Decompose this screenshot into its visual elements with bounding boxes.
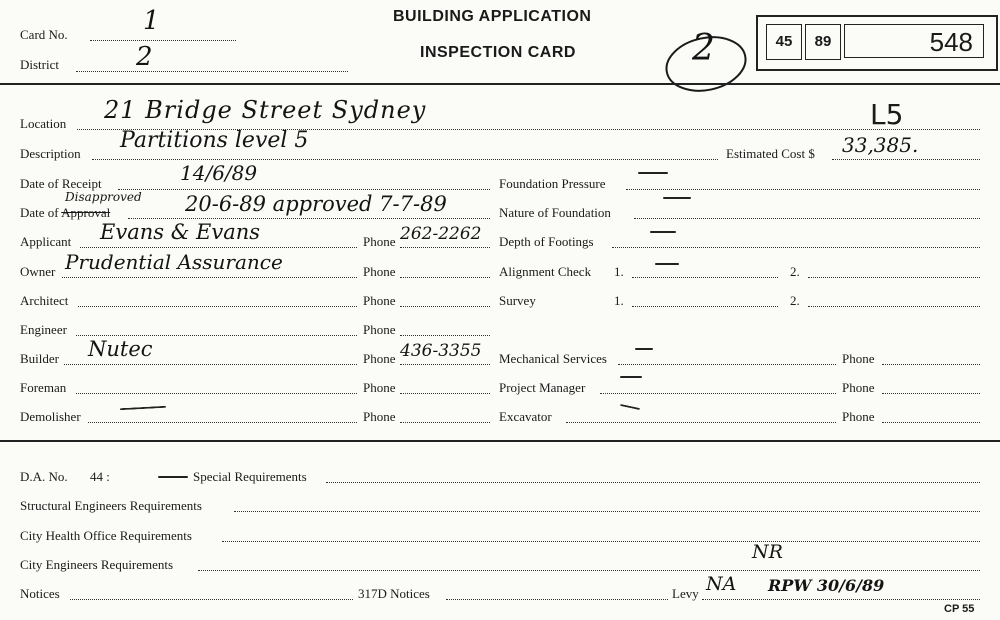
architect-phone-label: Phone <box>363 293 396 308</box>
architect-phone-line <box>400 306 490 307</box>
alignment-check-dash <box>655 263 679 265</box>
builder-value[interactable]: Nutec <box>88 337 153 361</box>
district-label: District <box>20 57 59 72</box>
survey-num2: 2. <box>790 293 800 308</box>
district-line <box>76 71 348 72</box>
description-line <box>92 159 718 160</box>
date-of-approval-value[interactable]: 20-6-89 approved 7-7-89 <box>185 192 447 216</box>
alignment-check-num1: 1. <box>614 264 624 279</box>
foundation-pressure-line <box>626 189 980 190</box>
project-manager-label: Project Manager <box>499 380 586 395</box>
engineer-line <box>76 335 357 336</box>
excavator-line <box>566 422 836 423</box>
card-no-value[interactable]: 1 <box>143 6 160 36</box>
foreman-label: Foreman <box>20 380 67 395</box>
project-manager-dash <box>620 376 642 378</box>
levy-label: Levy <box>672 586 699 601</box>
date-of-approval-label <box>20 205 110 221</box>
nature-of-foundation-dash <box>663 197 691 199</box>
notices-317d-label: 317D Notices <box>358 586 430 601</box>
notices-317d-line <box>446 599 668 600</box>
city-health-line <box>222 541 980 542</box>
project-manager-line <box>600 393 836 394</box>
mechanical-services-phone-line <box>882 364 980 365</box>
city-engineers-label: City Engineers Requirements <box>20 557 174 572</box>
notices-line <box>70 599 353 600</box>
card-no-label: Card No. <box>20 27 68 42</box>
depth-of-footings-line <box>612 247 980 248</box>
estimated-cost-label: Estimated Cost $ <box>726 146 815 161</box>
date-of-receipt-line <box>118 189 490 190</box>
depth-of-footings-dash <box>650 231 676 233</box>
applicant-value[interactable]: Evans & Evans <box>100 220 261 244</box>
applicant-label: Applicant <box>20 234 72 249</box>
mechanical-services-label: Mechanical Services <box>499 351 607 366</box>
applicant-line <box>80 247 357 248</box>
alignment-check-num2: 2. <box>790 264 800 279</box>
builder-phone-value[interactable]: 436-3355 <box>400 341 482 361</box>
owner-phone-line <box>400 277 490 278</box>
nature-of-foundation-line <box>634 218 980 219</box>
engineer-phone-line <box>400 335 490 336</box>
owner-line <box>62 277 357 278</box>
mechanical-services-phone-label: Phone <box>842 351 875 366</box>
project-manager-phone-label: Phone <box>842 380 875 395</box>
foreman-phone-label: Phone <box>363 380 396 395</box>
section-rule <box>0 440 1000 442</box>
estimated-cost-value[interactable]: 33,385. <box>842 133 919 157</box>
owner-label: Owner <box>20 264 56 279</box>
foundation-pressure-label: Foundation Pressure <box>499 176 606 191</box>
applicant-phone-value[interactable]: 262-2262 <box>400 224 482 244</box>
title-line-1: BUILDING APPLICATION <box>393 8 592 25</box>
city-health-label: City Health Office Requirements <box>20 528 192 543</box>
description-label: Description <box>20 146 81 161</box>
applicant-phone-line <box>400 247 490 248</box>
architect-label: Architect <box>20 293 69 308</box>
structural-engineers-line <box>234 511 980 512</box>
demolisher-dash <box>120 406 166 410</box>
excavator-label: Excavator <box>499 409 552 424</box>
number-box <box>756 15 998 71</box>
demolisher-phone-line <box>400 422 490 423</box>
mechanical-services-line <box>618 364 836 365</box>
footer-code: CP 55 <box>944 603 975 615</box>
foreman-line <box>76 393 357 394</box>
foreman-phone-line <box>400 393 490 394</box>
box-a: 45 <box>766 24 802 60</box>
location-label: Location <box>20 116 67 131</box>
levy-value[interactable]: NA <box>706 573 737 595</box>
disapproved-correction: Disapproved <box>65 190 142 204</box>
demolisher-line <box>88 422 357 423</box>
applicant-phone-label: Phone <box>363 234 396 249</box>
survey-label: Survey <box>499 293 536 308</box>
box-number: 548 <box>844 24 984 58</box>
special-requirements-line <box>326 482 980 483</box>
header-rule <box>0 83 1000 85</box>
levy-note: RPW 30/6/89 <box>768 576 885 595</box>
alignment-check-label: Alignment Check <box>499 264 592 279</box>
card-no-line <box>90 40 236 41</box>
excavator-phone-label: Phone <box>842 409 875 424</box>
alignment-check-line-2 <box>808 277 980 278</box>
owner-phone-label: Phone <box>363 264 396 279</box>
owner-value[interactable]: Prudential Assurance <box>65 250 283 274</box>
builder-label: Builder <box>20 351 59 366</box>
date-of-approval-line <box>128 218 490 219</box>
levy-line <box>702 599 980 600</box>
builder-phone-label: Phone <box>363 351 396 366</box>
location-value[interactable]: 21 Bridge Street Sydney <box>104 96 427 124</box>
da-no-dash <box>158 476 188 478</box>
excavator-phone-line <box>882 422 980 423</box>
survey-num1: 1. <box>614 293 624 308</box>
da-no-label: D.A. No. <box>20 469 68 484</box>
notices-label: Notices <box>20 586 60 601</box>
circled-number: 2 <box>692 28 715 69</box>
struck-approval-word: Approval <box>61 205 111 220</box>
special-requirements-label: Special Requirements <box>193 469 307 484</box>
depth-of-footings-label: Depth of Footings <box>499 234 594 249</box>
estimated-cost-line <box>832 159 980 160</box>
city-engineers-line <box>198 570 980 571</box>
date-of-label: Date of <box>20 205 59 220</box>
da-no-value: 44 : <box>90 469 110 484</box>
demolisher-phone-label: Phone <box>363 409 396 424</box>
excavator-dash <box>620 404 640 410</box>
survey-line-2 <box>808 306 980 307</box>
description-value[interactable]: Partitions level 5 <box>120 128 309 153</box>
nature-of-foundation-label: Nature of Foundation <box>499 205 611 220</box>
title-line-2: INSPECTION CARD <box>420 44 576 61</box>
engineer-label: Engineer <box>20 322 67 337</box>
date-of-receipt-label: Date of Receipt <box>20 176 102 191</box>
district-value[interactable]: 2 <box>136 42 153 72</box>
project-manager-phone-line <box>882 393 980 394</box>
location-level: L5 <box>870 98 904 131</box>
foundation-pressure-dash <box>638 172 668 174</box>
nr-note: NR <box>752 541 783 563</box>
alignment-check-line-1 <box>632 277 778 278</box>
structural-engineers-label: Structural Engineers Requirements <box>20 498 202 513</box>
mechanical-services-dash <box>635 348 653 350</box>
builder-line <box>64 364 357 365</box>
survey-line-1 <box>632 306 778 307</box>
box-b: 89 <box>805 24 841 60</box>
date-of-receipt-value[interactable]: 14/6/89 <box>180 161 258 185</box>
architect-line <box>78 306 357 307</box>
demolisher-label: Demolisher <box>20 409 81 424</box>
engineer-phone-label: Phone <box>363 322 396 337</box>
builder-phone-line <box>400 364 490 365</box>
